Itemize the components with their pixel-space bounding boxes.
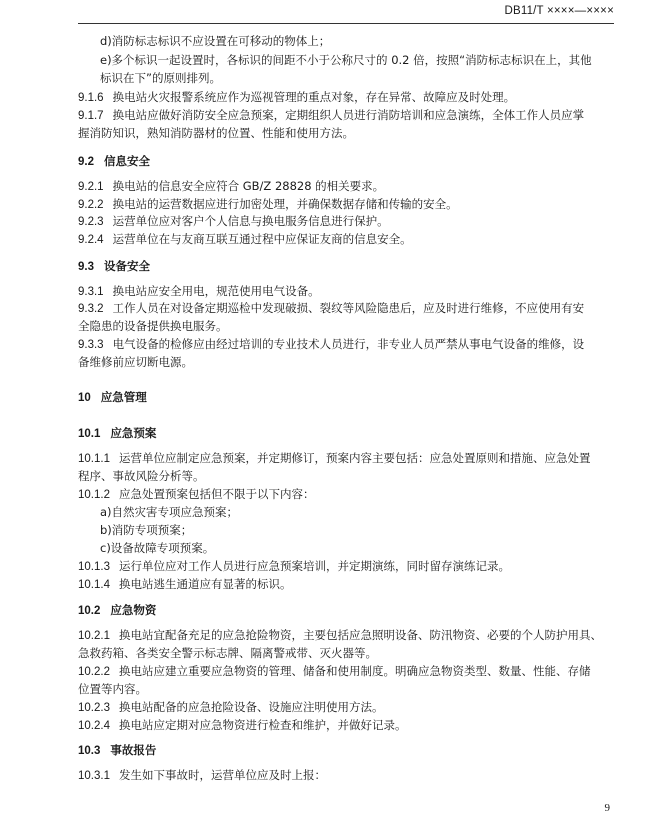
clause-text: 工作人员在对设备定期巡检中发现破损、裂纹等风险隐患后，应及时进行维修，不应使用有安	[112, 301, 585, 315]
clause-number: 10.2.3	[78, 702, 110, 714]
text-line	[78, 682, 147, 697]
clause-text: 应急处置预案包括但不限于以下内容：	[118, 487, 315, 501]
clause-text: 标识在下”的原则排列。	[100, 71, 221, 85]
clause-number: 9.2.2	[78, 199, 104, 211]
clause-text: 换电站应安全用电，规范使用电气设备。	[112, 284, 320, 298]
section-heading	[78, 743, 156, 759]
clause-number: 10.2.2	[78, 666, 110, 678]
clause-text: 应急预案	[110, 426, 157, 440]
text-line	[78, 355, 193, 370]
clause-text: 急救药箱、各类安全警示标志牌、隔离警戒带、灭火器等。	[78, 646, 377, 660]
text-line	[100, 541, 214, 556]
clause-text: 换电站宜配备充足的应急抢险物资，主要包括应急照明设备、防汛物资、必要的个人防护用具、	[118, 628, 602, 642]
clause-number: 10.2	[78, 605, 101, 617]
clause-text: 应急物资	[110, 603, 157, 617]
text-line	[78, 451, 590, 467]
clause-number: 9.3.2	[78, 303, 104, 315]
clause-number: 9.1.7	[78, 110, 104, 122]
text-line	[100, 71, 221, 86]
clause-number: 10.1.3	[78, 561, 110, 573]
text-line	[78, 126, 354, 141]
clause-text: 位置等内容。	[78, 682, 147, 696]
text-line	[78, 108, 584, 124]
text-line	[78, 337, 584, 353]
clause-number: 9.2	[78, 156, 94, 168]
section-heading	[78, 390, 147, 406]
clause-number: 9.3.3	[78, 339, 104, 351]
clause-text: 发生如下事故时，运营单位应及时上报：	[118, 768, 326, 782]
text-line	[78, 646, 377, 661]
clause-number: 9.3.1	[78, 286, 104, 298]
clause-number: 10.1.2	[78, 489, 110, 501]
clause-number: 10.2.1	[78, 630, 110, 642]
clause-text: a)自然灾害专项应急预案；	[100, 505, 239, 519]
clause-text: e)多个标识一起设置时，各标识的间距不小于公称尺寸的 0.2 倍，按照“消防标志标识在上，其他	[100, 53, 592, 67]
text-line	[78, 664, 590, 680]
section-heading	[78, 259, 150, 275]
clause-text: 换电站的信息安全应符合 GB/Z 28828 的相关要求。	[112, 179, 385, 193]
clause-text: 换电站的运营数据应进行加密处理，并确保数据存储和传输的安全。	[112, 197, 458, 211]
clause-text: 程序、事故风险分析等。	[78, 469, 205, 483]
clause-number: 10.3	[78, 745, 101, 757]
header-divider	[78, 23, 614, 24]
clause-number: 9.2.1	[78, 181, 104, 193]
clause-number: 10	[78, 392, 91, 404]
clause-text: 换电站火灾报警系统应作为巡视管理的重点对象，存在异常、故障应及时处理。	[112, 90, 516, 104]
text-line	[78, 179, 384, 195]
text-line	[78, 301, 584, 317]
text-line	[78, 487, 314, 503]
clause-text: 电气设备的检修应由经过培训的专业技术人员进行，非专业人员严禁从事电气设备的维修，设	[112, 337, 585, 351]
clause-text: 运营单位应制定应急预案，并定期修订，预案内容主要包括：应急处置原则和措施、应急处置	[118, 451, 591, 465]
text-line	[100, 523, 192, 538]
clause-text: 设备安全	[104, 259, 150, 273]
clause-number: 10.1	[78, 428, 101, 440]
text-line	[78, 232, 412, 248]
text-line	[78, 628, 602, 644]
clause-text: c)设备故障专项预案。	[100, 541, 215, 555]
page-number: 9	[604, 802, 610, 814]
text-line	[78, 559, 510, 575]
clause-number: 10.3.1	[78, 770, 110, 782]
text-line	[78, 469, 205, 484]
clause-text: 换电站配备的应急抢险设备、设施应注明使用方法。	[118, 700, 384, 714]
clause-text: d)消防标志标识不应设置在可移动的物体上；	[100, 34, 331, 48]
clause-number: 9.2.4	[78, 234, 104, 246]
section-heading	[78, 426, 156, 442]
section-heading	[78, 603, 156, 619]
clause-text: 握消防知识，熟知消防器材的位置、性能和使用方法。	[78, 126, 354, 140]
clause-text: 应急管理	[100, 390, 147, 404]
text-line	[78, 768, 326, 784]
text-line	[100, 53, 592, 68]
clause-number: 9.1.6	[78, 92, 104, 104]
text-line	[78, 90, 515, 106]
clause-text: 备维修前应切断电源。	[78, 355, 193, 369]
clause-number: 9.3	[78, 261, 94, 273]
text-line	[100, 505, 238, 520]
text-line	[100, 34, 330, 49]
clause-text: b)消防专项预案；	[100, 523, 193, 537]
clause-text: 运行单位应对工作人员进行应急预案培训，并定期演练，同时留存演练记录。	[118, 559, 510, 573]
text-line	[78, 577, 291, 593]
clause-number: 10.1.4	[78, 579, 110, 591]
clause-text: 换电站逃生通道应有显著的标识。	[118, 577, 292, 591]
clause-text: 换电站应定期对应急物资进行检查和维护，并做好记录。	[118, 718, 407, 732]
clause-number: 10.1.1	[78, 453, 110, 465]
clause-number: 9.2.3	[78, 216, 104, 228]
clause-number: 10.2.4	[78, 720, 110, 732]
clause-text: 信息安全	[104, 154, 150, 168]
clause-text: 换电站应做好消防安全应急预案，定期组织人员进行消防培训和应急演练，全体工作人员应掌	[112, 108, 585, 122]
section-heading	[78, 154, 150, 170]
text-line	[78, 214, 389, 230]
text-line	[78, 718, 406, 734]
clause-text: 运营单位应对客户个人信息与换电服务信息进行保护。	[112, 214, 389, 228]
clause-text: 运营单位在与友商互联互通过程中应保证友商的信息安全。	[112, 232, 412, 246]
text-line	[78, 700, 383, 716]
text-line	[78, 319, 228, 334]
text-line	[78, 284, 320, 300]
clause-text: 事故报告	[110, 743, 157, 757]
clause-text: 全隐患的设备提供换电服务。	[78, 319, 228, 333]
document-code-header: DB11/T ××××—××××	[504, 5, 614, 17]
text-line	[78, 197, 458, 213]
clause-text: 换电站应建立重要应急物资的管理、储备和使用制度。明确应急物资类型、数量、性能、存储	[118, 664, 591, 678]
